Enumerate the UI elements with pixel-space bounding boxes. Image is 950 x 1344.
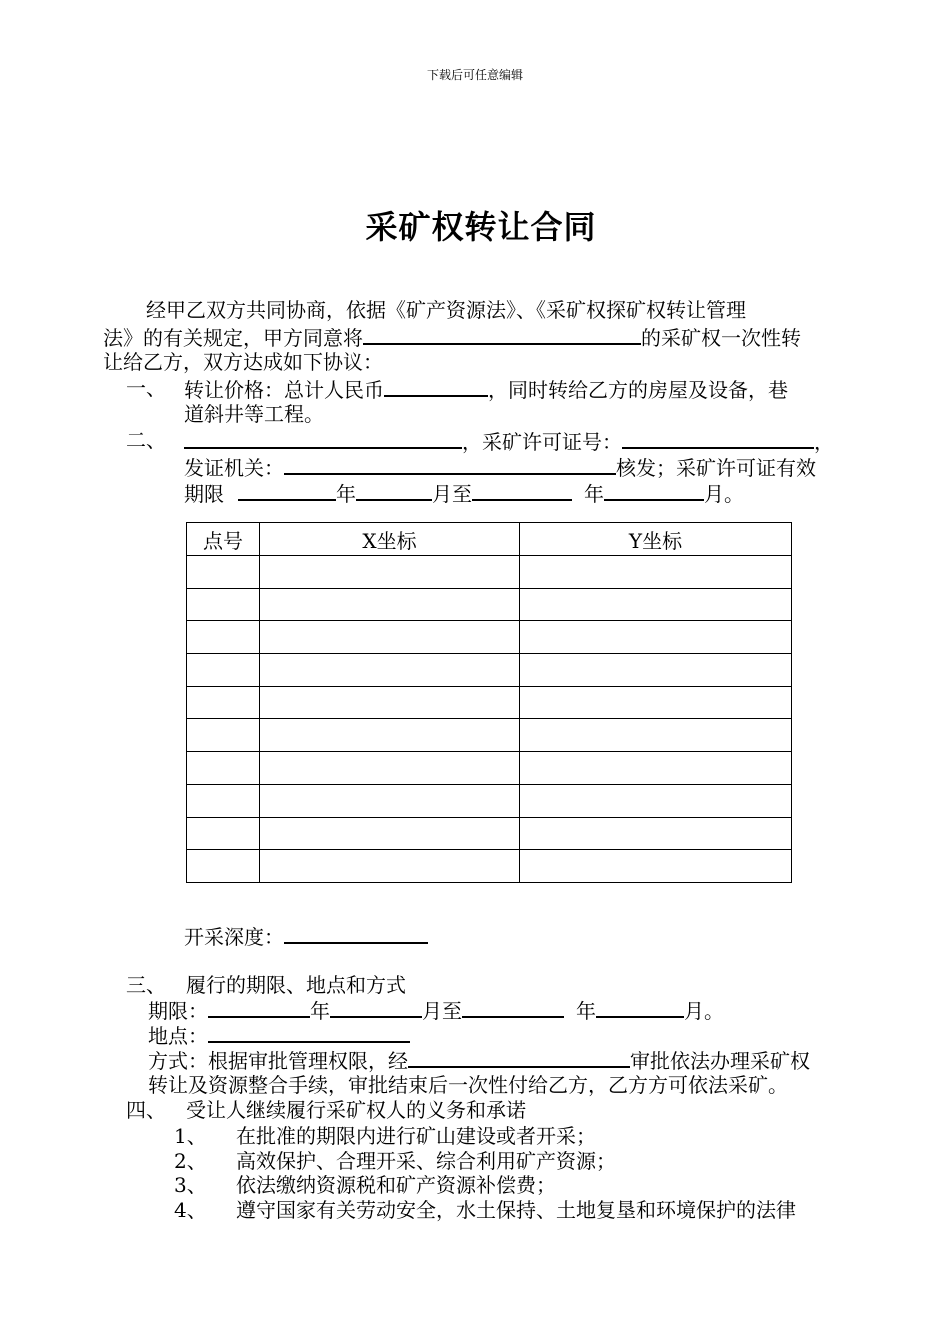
coordinate-table-row bbox=[187, 686, 792, 719]
clause-3-place-line bbox=[148, 1021, 410, 1049]
coordinate-table-row bbox=[187, 719, 792, 752]
clause-2-text-b: ， bbox=[814, 430, 834, 454]
period-label: 期限： bbox=[148, 999, 208, 1023]
license-number-blank[interactable] bbox=[622, 427, 814, 449]
intro-line-2-text-b: 的采矿权一次性转 bbox=[641, 326, 801, 350]
coordinate-table-row bbox=[187, 850, 792, 883]
clause-4-number: 四、 bbox=[126, 1098, 166, 1122]
y-coordinate-cell[interactable] bbox=[520, 686, 792, 719]
y-coordinate-cell[interactable] bbox=[520, 817, 792, 850]
clause-2-year-1: 年 bbox=[336, 482, 356, 506]
clause-2-month-1: 月至 bbox=[432, 482, 472, 506]
document-title: 采矿权转让合同 bbox=[365, 208, 597, 246]
x-coordinate-cell[interactable] bbox=[260, 850, 520, 883]
period-start-month-blank[interactable] bbox=[330, 996, 422, 1018]
x-coordinate-cell[interactable] bbox=[260, 556, 520, 589]
clause-2-line-2 bbox=[184, 453, 816, 481]
price-blank[interactable] bbox=[384, 375, 488, 397]
coordinate-table-row bbox=[187, 752, 792, 785]
clause-3-period-line bbox=[148, 996, 724, 1024]
coordinate-table-row bbox=[187, 588, 792, 621]
y-coordinate-cell[interactable] bbox=[520, 850, 792, 883]
obligation-4-number: 4、 bbox=[174, 1198, 207, 1222]
clause-3-month-2: 月。 bbox=[684, 999, 724, 1023]
clause-2-text-a: ，采矿许可证号： bbox=[462, 430, 622, 454]
valid-end-year-blank[interactable] bbox=[472, 479, 572, 501]
intro-line-2 bbox=[103, 323, 801, 351]
y-coordinate-cell[interactable] bbox=[520, 621, 792, 654]
point-cell[interactable] bbox=[187, 719, 260, 752]
point-cell[interactable] bbox=[187, 817, 260, 850]
coordinate-table-row bbox=[187, 621, 792, 654]
x-coordinate-cell[interactable] bbox=[260, 752, 520, 785]
clause-1-number: 一、 bbox=[126, 376, 166, 400]
x-coordinate-cell[interactable] bbox=[260, 654, 520, 687]
clause-2-month-2: 月。 bbox=[704, 482, 744, 506]
obligation-1-number: 1、 bbox=[174, 1124, 207, 1148]
y-coordinate-cell[interactable] bbox=[520, 588, 792, 621]
depth-label: 开采深度： bbox=[184, 925, 284, 949]
column-header-y: Y坐标 bbox=[520, 523, 792, 556]
y-coordinate-cell[interactable] bbox=[520, 654, 792, 687]
y-coordinate-cell[interactable] bbox=[520, 556, 792, 589]
period-end-year-blank[interactable] bbox=[462, 996, 564, 1018]
intro-line-2-text-a: 法》的有关规定，甲方同意将 bbox=[103, 326, 363, 350]
point-cell[interactable] bbox=[187, 654, 260, 687]
valid-start-month-blank[interactable] bbox=[356, 479, 432, 501]
x-coordinate-cell[interactable] bbox=[260, 621, 520, 654]
method-text-b: 审批依法办理采矿权 bbox=[630, 1049, 810, 1073]
x-coordinate-cell[interactable] bbox=[260, 686, 520, 719]
clause-2-line-1 bbox=[184, 427, 834, 455]
clause-3-method-line-1 bbox=[148, 1046, 810, 1074]
approval-authority-blank[interactable] bbox=[408, 1046, 630, 1068]
obligation-3-number: 3、 bbox=[174, 1173, 207, 1197]
point-cell[interactable] bbox=[187, 784, 260, 817]
clause-4-heading: 受让人继续履行采矿权人的义务和承诺 bbox=[186, 1098, 526, 1122]
point-cell[interactable] bbox=[187, 556, 260, 589]
coordinate-table-row bbox=[187, 654, 792, 687]
period-start-year-blank[interactable] bbox=[208, 996, 310, 1018]
depth-line bbox=[184, 922, 428, 950]
coordinate-table-body bbox=[187, 556, 792, 883]
clause-3-month-1: 月至 bbox=[422, 999, 462, 1023]
y-coordinate-cell[interactable] bbox=[520, 719, 792, 752]
clause-2-text-d: 核发；采矿许可证有效 bbox=[616, 456, 816, 480]
method-text-a: 方式：根据审批管理权限，经 bbox=[148, 1049, 408, 1073]
point-cell[interactable] bbox=[187, 621, 260, 654]
clause-1-line-1 bbox=[184, 375, 788, 403]
mine-name-blank[interactable] bbox=[363, 323, 641, 345]
clause-2-year-2: 年 bbox=[584, 482, 604, 506]
coordinate-table bbox=[186, 522, 792, 883]
issuing-authority-blank[interactable] bbox=[284, 453, 616, 475]
intro-line-1: 经甲乙双方共同协商，依据《矿产资源法》、《采矿权探矿权转让管理 bbox=[146, 298, 746, 322]
mine-info-blank[interactable] bbox=[184, 427, 462, 449]
column-header-point: 点号 bbox=[187, 523, 260, 556]
obligation-2-text: 高效保护、合理开采、综合利用矿产资源； bbox=[236, 1149, 616, 1173]
coordinate-table-row bbox=[187, 556, 792, 589]
x-coordinate-cell[interactable] bbox=[260, 817, 520, 850]
place-blank[interactable] bbox=[208, 1021, 410, 1043]
coordinate-table-row bbox=[187, 784, 792, 817]
clause-2-number: 二、 bbox=[126, 428, 166, 452]
obligation-2-number: 2、 bbox=[174, 1149, 207, 1173]
point-cell[interactable] bbox=[187, 588, 260, 621]
period-end-month-blank[interactable] bbox=[596, 996, 684, 1018]
column-header-x: X坐标 bbox=[260, 523, 520, 556]
point-cell[interactable] bbox=[187, 850, 260, 883]
clause-2-line-3 bbox=[184, 479, 744, 507]
x-coordinate-cell[interactable] bbox=[260, 784, 520, 817]
clause-2-text-e: 期限 bbox=[184, 482, 224, 506]
clause-1-text-a: 转让价格：总计人民币 bbox=[184, 378, 384, 402]
clause-1-line-2: 道斜井等工程。 bbox=[184, 402, 324, 426]
obligation-1-text: 在批准的期限内进行矿山建设或者开采； bbox=[236, 1124, 596, 1148]
depth-blank[interactable] bbox=[284, 922, 428, 944]
clause-3-number: 三、 bbox=[126, 973, 166, 997]
y-coordinate-cell[interactable] bbox=[520, 784, 792, 817]
point-cell[interactable] bbox=[187, 686, 260, 719]
clause-3-heading: 履行的期限、地点和方式 bbox=[186, 973, 406, 997]
intro-line-3: 让给乙方，双方达成如下协议： bbox=[103, 350, 383, 374]
x-coordinate-cell[interactable] bbox=[260, 588, 520, 621]
clause-3-year-2: 年 bbox=[576, 999, 596, 1023]
y-coordinate-cell[interactable] bbox=[520, 752, 792, 785]
clause-2-text-c: 发证机关： bbox=[184, 456, 284, 480]
place-label: 地点： bbox=[148, 1024, 208, 1048]
clause-3-year-1: 年 bbox=[310, 999, 330, 1023]
clause-3-method-line-2: 转让及资源整合手续，审批结束后一次性付给乙方，乙方方可依法采矿。 bbox=[148, 1073, 788, 1097]
point-cell[interactable] bbox=[187, 752, 260, 785]
coordinate-table-header-row bbox=[187, 523, 792, 556]
header-note: 下载后可任意编辑 bbox=[426, 68, 523, 82]
valid-start-year-blank[interactable] bbox=[238, 479, 336, 501]
obligation-3-text: 依法缴纳资源税和矿产资源补偿费； bbox=[236, 1173, 556, 1197]
coordinate-table-row bbox=[187, 817, 792, 850]
valid-end-month-blank[interactable] bbox=[604, 479, 704, 501]
clause-1-text-b: ，同时转给乙方的房屋及设备，巷 bbox=[488, 378, 788, 402]
x-coordinate-cell[interactable] bbox=[260, 719, 520, 752]
obligation-4-text: 遵守国家有关劳动安全，水土保持、土地复垦和环境保护的法律 bbox=[236, 1198, 796, 1222]
